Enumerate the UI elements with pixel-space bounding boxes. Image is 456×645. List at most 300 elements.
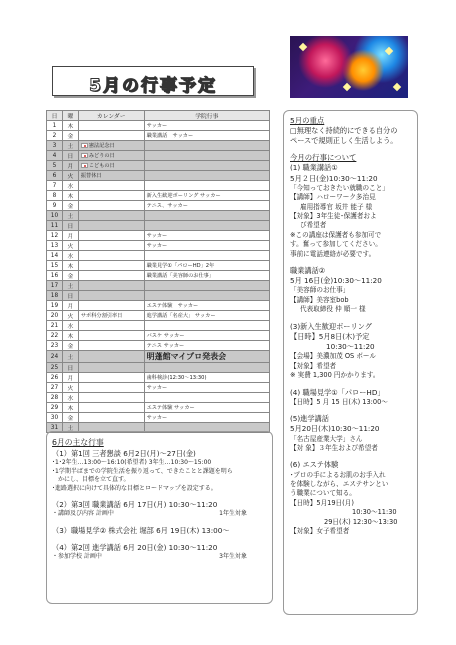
calendar-day-text: 15 bbox=[50, 262, 59, 269]
calendar-holiday-name bbox=[78, 281, 144, 291]
calendar-event bbox=[144, 393, 269, 403]
calendar-day-text: 7 bbox=[52, 182, 57, 189]
calendar-day-text: 8 bbox=[52, 192, 57, 199]
calendar-holiday-name bbox=[78, 403, 144, 413]
calendar-day bbox=[47, 261, 63, 271]
calendar-row bbox=[47, 161, 270, 171]
calendar-event-text: テニス サッカー bbox=[146, 343, 185, 349]
event-1-note: す。奮って参加してください。 bbox=[290, 240, 382, 249]
calendar-event bbox=[144, 131, 269, 141]
calendar-event bbox=[144, 251, 269, 261]
calendar-weekday bbox=[62, 341, 78, 351]
calendar-weekday bbox=[62, 231, 78, 241]
june-heading: 6月の主な行事 bbox=[52, 438, 104, 447]
calendar-weekday-text: 土 bbox=[67, 214, 74, 220]
calendar-day-text: 16 bbox=[50, 272, 59, 279]
calendar-event bbox=[144, 413, 269, 423]
calendar-day-text: 19 bbox=[50, 302, 59, 309]
calendar-weekday bbox=[62, 241, 78, 251]
calendar-day bbox=[47, 393, 63, 403]
calendar-event bbox=[144, 311, 269, 321]
calendar-event bbox=[144, 281, 269, 291]
calendar-weekday bbox=[62, 191, 78, 201]
calendar-row bbox=[47, 393, 270, 403]
calendar-day-text: 12 bbox=[50, 232, 59, 239]
calendar-day bbox=[47, 341, 63, 351]
calendar-weekday-text: 土 bbox=[67, 144, 74, 150]
calendar-weekday-text: 日 bbox=[67, 224, 74, 230]
june-item-2: （2）第3回 職業講話 6月 17日(月) 10:30～11:20 bbox=[52, 500, 218, 510]
focus-heading: 5月の重点 bbox=[290, 116, 325, 125]
calendar-row bbox=[47, 181, 270, 191]
calendar-weekday bbox=[62, 201, 78, 211]
event-5-title: (5)進学講話 bbox=[290, 414, 329, 424]
calendar-weekday-text: 土 bbox=[67, 426, 74, 432]
event-6-description: を体験しながら、エステサンとい bbox=[290, 479, 389, 488]
event-6-date-2: 29日(木) 12:30～13:30 bbox=[324, 517, 398, 526]
calendar-day-text: 13 bbox=[50, 242, 59, 249]
calendar-day-text: 26 bbox=[50, 374, 59, 381]
calendar-event bbox=[144, 191, 269, 201]
calendar-event bbox=[144, 383, 269, 393]
calendar-holiday-name bbox=[78, 211, 144, 221]
june-item-1-detail: ･進路選択に向けて具体的な目標とロードマップを設定する。 bbox=[52, 484, 217, 492]
calendar-row bbox=[47, 211, 270, 221]
calendar-row bbox=[47, 311, 270, 321]
calendar-event bbox=[144, 301, 269, 311]
calendar-row bbox=[47, 151, 270, 161]
calendar-holiday-name-text: 振替休日 bbox=[80, 173, 102, 179]
calendar-day bbox=[47, 231, 63, 241]
calendar-holiday-name bbox=[78, 251, 144, 261]
calendar-day-text: 14 bbox=[50, 252, 59, 259]
calendar-day bbox=[47, 221, 63, 231]
calendar-weekday-text: 木 bbox=[67, 334, 74, 340]
calendar-weekday-text: 水 bbox=[67, 184, 74, 190]
calendar-event bbox=[144, 151, 269, 161]
page-title-box bbox=[52, 66, 254, 96]
calendar-event bbox=[144, 261, 269, 271]
calendar-holiday-name-text: こどもの日 bbox=[88, 163, 115, 169]
calendar-holiday-name bbox=[78, 171, 144, 181]
event-1-title: (1) 職業講話① bbox=[290, 163, 338, 173]
calendar-day bbox=[47, 171, 63, 181]
calendar-event bbox=[144, 271, 269, 281]
calendar-day bbox=[47, 291, 63, 301]
header-events: 学院行事 bbox=[144, 111, 269, 121]
calendar-holiday-name bbox=[78, 191, 144, 201]
event-1-target: び希望者 bbox=[300, 221, 327, 230]
calendar-day bbox=[47, 201, 63, 211]
calendar-weekday bbox=[62, 413, 78, 423]
calendar-event-text: サッカー bbox=[146, 243, 168, 249]
calendar-event-text: 職業見学①「パローHD」2年 bbox=[146, 263, 215, 269]
calendar-weekday-text: 月 bbox=[67, 234, 74, 240]
calendar-day-text: 20 bbox=[50, 312, 59, 319]
calendar-event bbox=[144, 161, 269, 171]
calendar-holiday-name bbox=[78, 131, 144, 141]
event-4-date: 【日時】5 月 15 日(木) 13:00～ bbox=[290, 397, 388, 406]
calendar-header-row bbox=[47, 111, 270, 121]
event-4-title: (4) 職場見学①「パローHD」 bbox=[290, 387, 385, 397]
calendar-row bbox=[47, 291, 270, 301]
calendar-table bbox=[46, 110, 270, 433]
calendar-event bbox=[144, 351, 269, 363]
header-weekday: 曜 bbox=[62, 111, 78, 121]
calendar-row bbox=[47, 301, 270, 311]
calendar-weekday bbox=[62, 141, 78, 151]
event-6-time: 10:30～11:30 bbox=[352, 508, 397, 517]
calendar-event bbox=[144, 321, 269, 331]
calendar-row bbox=[47, 261, 270, 271]
calendar-event-text: 歯科検診(12:30～13:30) bbox=[146, 375, 207, 381]
calendar-weekday-text: 土 bbox=[67, 355, 74, 361]
calendar-row bbox=[47, 383, 270, 393]
calendar-day bbox=[47, 241, 63, 251]
calendar-row bbox=[47, 251, 270, 261]
calendar-weekday-text: 火 bbox=[67, 314, 74, 320]
event-3-target: 【対象】希望者 bbox=[290, 361, 337, 370]
event-6-description: う職業について知る。 bbox=[290, 489, 356, 498]
event-6-target: 【対象】女子希望者 bbox=[290, 526, 350, 535]
calendar-event bbox=[144, 201, 269, 211]
calendar-event bbox=[144, 373, 269, 383]
calendar-day bbox=[47, 301, 63, 311]
event-6-description: ･プロの手によるお肌のお手入れ bbox=[290, 470, 386, 479]
event-2-lecturer: 【講師】美容室bob bbox=[290, 295, 349, 304]
calendar-weekday-text: 金 bbox=[67, 204, 74, 210]
header-calendar: カレンダー bbox=[78, 111, 144, 121]
june-item-1: （1）第1回 三者懇談 6月2日(月)～27日(金) bbox=[52, 449, 196, 458]
calendar-event-text: 新入生歓迎ボーリング サッカー bbox=[146, 193, 221, 199]
calendar-weekday-text: 日 bbox=[67, 366, 74, 372]
calendar-weekday-text: 金 bbox=[67, 274, 74, 280]
calendar-weekday-text: 木 bbox=[67, 406, 74, 412]
calendar-weekday bbox=[62, 281, 78, 291]
focus-text: □無理なく持続的にできる自分の bbox=[290, 126, 398, 135]
event-5-school: 「名古屋産業大学」さん bbox=[290, 434, 363, 443]
header-illustration bbox=[290, 36, 408, 98]
calendar-weekday bbox=[62, 383, 78, 393]
june-events-box bbox=[46, 431, 273, 604]
calendar-event bbox=[144, 211, 269, 221]
event-2-lecturer-name: 代表取締役 仲 順一 様 bbox=[300, 305, 366, 314]
calendar-row bbox=[47, 321, 270, 331]
june-item-1-detail: ･1･2年生…13:00～16:10(希望者) 3年生…10:30～15:00 bbox=[52, 459, 212, 466]
calendar-holiday-name bbox=[78, 141, 144, 151]
calendar-row bbox=[47, 363, 270, 373]
calendar-weekday-text: 金 bbox=[67, 134, 74, 140]
calendar-event-text: エステ体験 サッカー bbox=[146, 303, 199, 309]
calendar-row bbox=[47, 351, 270, 363]
events-heading: 今月の行事について bbox=[290, 153, 357, 163]
page-title: 5月の行事予定 bbox=[89, 76, 217, 96]
calendar-day bbox=[47, 281, 63, 291]
calendar-holiday-name bbox=[78, 121, 144, 131]
calendar-weekday-text: 水 bbox=[67, 324, 74, 330]
calendar-day-text: 24 bbox=[50, 353, 59, 360]
calendar-weekday-text: 火 bbox=[67, 386, 74, 392]
calendar-day-text: 9 bbox=[52, 202, 57, 209]
calendar-holiday-name bbox=[78, 321, 144, 331]
calendar-day bbox=[47, 271, 63, 281]
calendar-day bbox=[47, 363, 63, 373]
calendar-holiday-name bbox=[78, 231, 144, 241]
calendar-day bbox=[47, 413, 63, 423]
calendar-weekday-text: 月 bbox=[67, 376, 74, 382]
calendar-holiday-name bbox=[78, 301, 144, 311]
calendar-event-text: バスケ サッカー bbox=[146, 333, 185, 339]
calendar-weekday bbox=[62, 301, 78, 311]
calendar-event bbox=[144, 231, 269, 241]
calendar-holiday-name bbox=[78, 393, 144, 403]
calendar-row bbox=[47, 281, 270, 291]
calendar-day-text: 30 bbox=[50, 414, 59, 421]
event-3-time: 10:30～11:20 bbox=[326, 342, 375, 352]
calendar-row bbox=[47, 331, 270, 341]
event-1-note: 事前に電話連絡が必要です。 bbox=[290, 249, 376, 258]
calendar-day-text: 22 bbox=[50, 332, 59, 339]
calendar-day bbox=[47, 403, 63, 413]
calendar-event bbox=[144, 291, 269, 301]
calendar-day-text: 10 bbox=[50, 212, 59, 219]
calendar-row bbox=[47, 131, 270, 141]
calendar-holiday-name bbox=[78, 261, 144, 271]
calendar-day-text: 2 bbox=[52, 132, 57, 139]
calendar-day bbox=[47, 321, 63, 331]
calendar-day bbox=[47, 331, 63, 341]
calendar-event-text: サッカー bbox=[146, 233, 168, 239]
calendar-event-text: 職業講話 サッカー bbox=[146, 133, 194, 139]
calendar-day bbox=[47, 373, 63, 383]
calendar-row bbox=[47, 201, 270, 211]
event-1-note: ※この講座は保護者も参加可で bbox=[290, 230, 382, 239]
event-5-target: 【対 象】３年生および希望者 bbox=[290, 443, 378, 452]
calendar-holiday-name bbox=[78, 201, 144, 211]
calendar-day-text: 29 bbox=[50, 404, 59, 411]
event-1-target: 【対象】3年生徒･保護者およ bbox=[290, 212, 377, 221]
event-3-cost: ※ 実費 1,300 円かかります。 bbox=[290, 371, 380, 380]
calendar-day bbox=[47, 131, 63, 141]
calendar-event bbox=[144, 171, 269, 181]
event-1-theme: 「今知っておきたい就職のこと」 bbox=[290, 183, 389, 192]
calendar-holiday-name bbox=[78, 363, 144, 373]
calendar-weekday-text: 日 bbox=[67, 294, 74, 300]
calendar-weekday-text: 月 bbox=[67, 304, 74, 310]
event-1-lecturer-name: 雇用指導官 坂井 能子 様 bbox=[300, 202, 373, 211]
calendar-weekday bbox=[62, 331, 78, 341]
calendar-day bbox=[47, 161, 63, 171]
june-item-2-detail: ・講師及び内容 計画中 bbox=[52, 510, 114, 518]
event-3-place: 【会場】美濃加茂 OS ボール bbox=[290, 352, 376, 361]
june-item-4-target: 3年生対象 bbox=[219, 552, 247, 560]
calendar-day-text: 25 bbox=[50, 364, 59, 371]
event-6-date: 【日時】5月19日(月) bbox=[290, 498, 354, 507]
calendar-row bbox=[47, 121, 270, 131]
calendar-weekday bbox=[62, 171, 78, 181]
calendar-event-text: 進学講話「名産大」 サッカー bbox=[146, 313, 216, 319]
calendar-day-text: 27 bbox=[50, 384, 59, 391]
calendar-holiday-name bbox=[78, 373, 144, 383]
calendar-weekday bbox=[62, 131, 78, 141]
calendar-day bbox=[47, 311, 63, 321]
event-2-date: 5月 16日(金)10:30～11:20 bbox=[290, 276, 382, 286]
calendar-weekday-text: 木 bbox=[67, 264, 74, 270]
calendar-event bbox=[144, 121, 269, 131]
calendar-event bbox=[144, 331, 269, 341]
calendar-event-text: 職業講話「美容師のお仕事」 bbox=[146, 273, 215, 279]
calendar-day bbox=[47, 351, 63, 363]
calendar-row bbox=[47, 271, 270, 281]
calendar-holiday-name-text: サポ科分割引率日 bbox=[80, 313, 123, 319]
calendar-row bbox=[47, 341, 270, 351]
calendar-row bbox=[47, 141, 270, 151]
calendar-weekday-text: 水 bbox=[67, 396, 74, 402]
calendar-weekday bbox=[62, 291, 78, 301]
calendar-day-text: 5 bbox=[52, 162, 57, 169]
focus-text: ペースで規則正しく生活しよう。 bbox=[290, 136, 398, 146]
calendar-day-text: 17 bbox=[50, 282, 59, 289]
japanese-flag-icon bbox=[81, 163, 88, 168]
calendar-holiday-name bbox=[78, 383, 144, 393]
calendar-holiday-name-text: みどりの日 bbox=[88, 153, 115, 159]
calendar-day-text: 21 bbox=[50, 322, 59, 329]
calendar-weekday bbox=[62, 251, 78, 261]
calendar-row bbox=[47, 191, 270, 201]
calendar-day bbox=[47, 121, 63, 131]
calendar-weekday bbox=[62, 321, 78, 331]
calendar-holiday-name bbox=[78, 311, 144, 321]
calendar-day bbox=[47, 251, 63, 261]
calendar-body bbox=[47, 121, 270, 433]
event-6-title: (6) エステ体験 bbox=[290, 460, 339, 470]
calendar-weekday bbox=[62, 311, 78, 321]
calendar-day-text: 18 bbox=[50, 292, 59, 299]
calendar-weekday bbox=[62, 211, 78, 221]
calendar-event bbox=[144, 141, 269, 151]
calendar-day-text: 28 bbox=[50, 394, 59, 401]
calendar-weekday-text: 火 bbox=[67, 244, 74, 250]
calendar-weekday bbox=[62, 151, 78, 161]
calendar-row bbox=[47, 221, 270, 231]
calendar-event bbox=[144, 221, 269, 231]
calendar-holiday-name bbox=[78, 151, 144, 161]
japanese-flag-icon bbox=[81, 153, 88, 158]
event-2-theme: 「美容師のお仕事」 bbox=[290, 286, 350, 295]
japanese-flag-icon bbox=[81, 143, 88, 148]
calendar-event-text: サッカー bbox=[146, 123, 168, 129]
event-5-date: 5月20日(木)10:30～11:20 bbox=[290, 424, 380, 434]
calendar-event-text: サッカー bbox=[146, 385, 168, 391]
calendar-weekday-text: 金 bbox=[67, 416, 74, 422]
event-1-lecturer: 【講師】ハローワーク多治見 bbox=[290, 193, 376, 202]
calendar-row bbox=[47, 241, 270, 251]
calendar-day-text: 31 bbox=[50, 424, 59, 431]
calendar-holiday-name bbox=[78, 221, 144, 231]
calendar-weekday bbox=[62, 403, 78, 413]
calendar-weekday bbox=[62, 261, 78, 271]
calendar-holiday-name bbox=[78, 351, 144, 363]
event-3-title: (3)新入生歓迎ボーリング bbox=[290, 321, 372, 331]
calendar-row bbox=[47, 373, 270, 383]
calendar-event-text: エステ体験 サッカー bbox=[146, 405, 195, 411]
calendar-weekday-text: 木 bbox=[67, 124, 74, 130]
calendar-weekday bbox=[62, 351, 78, 363]
calendar-holiday-name bbox=[78, 413, 144, 423]
calendar-row bbox=[47, 413, 270, 423]
calendar-day bbox=[47, 383, 63, 393]
calendar-event bbox=[144, 181, 269, 191]
calendar-event bbox=[144, 403, 269, 413]
calendar-day-text: 1 bbox=[52, 122, 57, 129]
june-item-4-detail: ・参加学校 計画中 bbox=[52, 552, 102, 560]
calendar-weekday bbox=[62, 161, 78, 171]
calendar-holiday-name bbox=[78, 181, 144, 191]
calendar-weekday bbox=[62, 393, 78, 403]
calendar-day bbox=[47, 211, 63, 221]
calendar-event bbox=[144, 363, 269, 373]
calendar-weekday-text: 日 bbox=[67, 154, 74, 160]
calendar-holiday-name-text: 憲法記念日 bbox=[88, 143, 115, 149]
calendar-weekday bbox=[62, 363, 78, 373]
event-1-date: 5月２日(金)10:30～11:20 bbox=[290, 173, 378, 183]
calendar-day-text: 4 bbox=[52, 152, 57, 159]
calendar-event-text: サッカー bbox=[146, 415, 168, 421]
calendar-day bbox=[47, 181, 63, 191]
june-item-4: （4）第2回 進学講話 6月 20日(金) 10:30～11:20 bbox=[52, 542, 218, 552]
calendar-weekday bbox=[62, 271, 78, 281]
calendar-day bbox=[47, 141, 63, 151]
calendar-event bbox=[144, 241, 269, 251]
calendar-holiday-name bbox=[78, 241, 144, 251]
calendar-weekday-text: 金 bbox=[67, 344, 74, 350]
calendar-row bbox=[47, 171, 270, 181]
calendar-holiday-name bbox=[78, 291, 144, 301]
calendar-weekday-text: 月 bbox=[67, 164, 74, 170]
calendar-weekday-text: 水 bbox=[67, 254, 74, 260]
calendar-row bbox=[47, 231, 270, 241]
june-item-2-target: 1年生対象 bbox=[219, 510, 247, 518]
calendar-holiday-name bbox=[78, 331, 144, 341]
calendar-weekday bbox=[62, 221, 78, 231]
calendar-day bbox=[47, 151, 63, 161]
calendar-day bbox=[47, 191, 63, 201]
focus-box bbox=[283, 110, 418, 615]
june-item-1-detail: ･1学期半ばまでの学院生活を振り返って、できたことと課題を明ら bbox=[52, 467, 233, 475]
calendar-weekday-text: 火 bbox=[67, 174, 74, 180]
header-day: 日 bbox=[47, 111, 63, 121]
calendar-event-text: 明蓬館マイプロ発表会 bbox=[146, 352, 227, 361]
calendar-day-text: 11 bbox=[50, 222, 59, 229]
calendar-weekday bbox=[62, 373, 78, 383]
calendar-day-text: 6 bbox=[52, 172, 57, 179]
calendar-weekday-text: 土 bbox=[67, 284, 74, 290]
event-3-date: 【日時】5月8日(木)予定 bbox=[290, 331, 370, 341]
calendar-holiday-name bbox=[78, 271, 144, 281]
calendar-holiday-name bbox=[78, 341, 144, 351]
event-2-title: 職業講話② bbox=[290, 266, 326, 276]
calendar-row bbox=[47, 403, 270, 413]
calendar-holiday-name bbox=[78, 161, 144, 171]
june-item-1-detail: かにし、目標を立て直す。 bbox=[58, 476, 130, 484]
calendar-weekday-text: 木 bbox=[67, 194, 74, 200]
calendar-event bbox=[144, 341, 269, 351]
calendar-event-text: テニス、サッカー bbox=[146, 203, 188, 209]
june-item-3: （3）職場見学② 株式会社 堀部 6月 19日(木) 13:00～ bbox=[52, 525, 230, 535]
calendar-day-text: 3 bbox=[52, 142, 57, 149]
calendar-weekday bbox=[62, 181, 78, 191]
calendar-weekday bbox=[62, 121, 78, 131]
